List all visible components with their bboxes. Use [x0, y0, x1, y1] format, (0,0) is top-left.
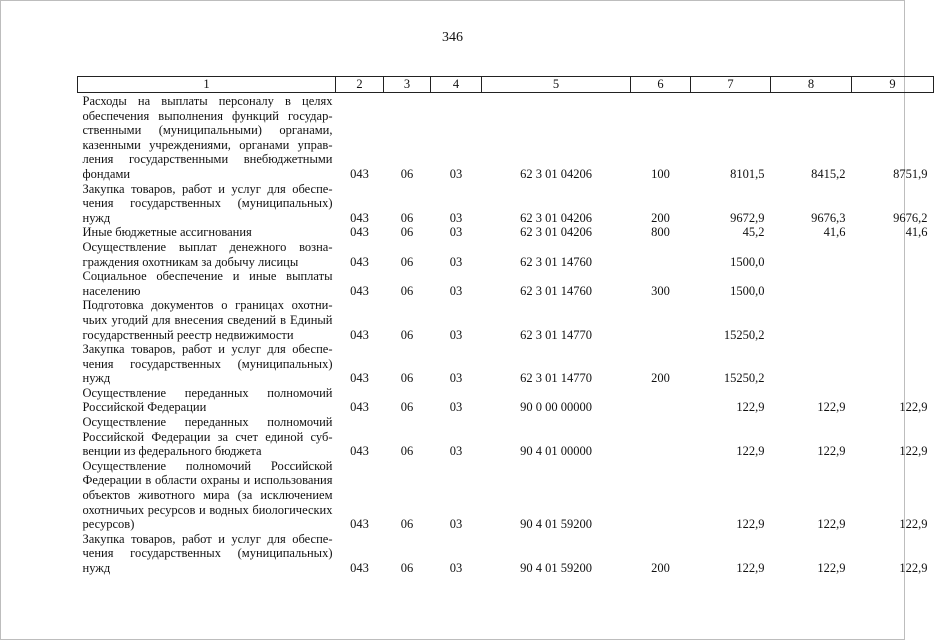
amount-year-1: 122,9	[736, 400, 765, 415]
section-code: 06	[400, 444, 414, 459]
subsection-code: 03	[449, 371, 463, 386]
subsection-code: 03	[449, 225, 463, 240]
column-header: 4	[431, 77, 482, 93]
column-header: 5	[482, 77, 631, 93]
table-row	[78, 225, 934, 240]
target-article-code: 62 3 01 14770	[520, 371, 592, 386]
amount-year-3: 122,9	[899, 517, 928, 532]
target-article-code: 62 3 01 04206	[520, 210, 592, 225]
section-code: 06	[400, 225, 414, 240]
amount-year-2	[771, 269, 852, 298]
amount-year-1: 9672,9	[730, 210, 765, 225]
expense-type-code	[631, 298, 691, 342]
amount-year-1: 15250,2	[723, 327, 765, 342]
target-article-code: 90 4 01 00000	[520, 444, 592, 459]
amount-year-2	[771, 240, 852, 269]
target-article-code: 62 3 01 14760	[520, 283, 592, 298]
expense-type-code	[631, 386, 691, 415]
table-row	[78, 532, 934, 576]
column-header: 3	[384, 77, 431, 93]
row-name: Подготовка документов о границах охотничьих угодий для внесения сведений в Единый государственный реестр недвижимости	[82, 298, 333, 342]
table-row	[78, 459, 934, 532]
amount-year-3: 122,9	[899, 444, 928, 459]
section-code: 06	[400, 166, 414, 181]
amount-year-3: 9676,2	[893, 210, 928, 225]
amount-year-2: 9676,3	[811, 210, 846, 225]
amount-year-3	[852, 342, 934, 386]
ved-code: 043	[350, 327, 369, 342]
subsection-code: 03	[449, 327, 463, 342]
amount-year-2	[771, 298, 852, 342]
subsection-code: 03	[449, 517, 463, 532]
amount-year-3	[852, 298, 934, 342]
ved-code: 043	[350, 517, 369, 532]
amount-year-2: 122,9	[817, 444, 846, 459]
subsection-code: 03	[449, 561, 463, 575]
expense-type-code	[631, 415, 691, 459]
subsection-code: 03	[449, 444, 463, 459]
amount-year-1: 1500,0	[730, 254, 765, 269]
amount-year-2: 8415,2	[811, 166, 846, 181]
ved-code: 043	[350, 210, 369, 225]
expense-type-code	[631, 240, 691, 269]
row-name: Иные бюджетные ассигнования	[82, 225, 252, 240]
amount-year-1: 15250,2	[723, 371, 765, 386]
table-row	[78, 415, 934, 459]
table-row	[78, 182, 934, 226]
row-name: Закупка товаров, работ и услуг для обеспечения государственных (муниципальных) нужд	[82, 181, 333, 225]
column-header: 2	[336, 77, 384, 93]
amount-year-2: 41,6	[823, 225, 846, 240]
column-header: 7	[691, 77, 771, 93]
target-article-code: 62 3 01 14760	[520, 254, 592, 269]
amount-year-2: 122,9	[817, 561, 846, 575]
subsection-code: 03	[449, 210, 463, 225]
subsection-code: 03	[449, 166, 463, 181]
target-article-code: 62 3 01 04206	[520, 166, 592, 181]
target-article-code: 90 4 01 59200	[520, 561, 592, 575]
row-name: Осуществление переданных полномочий Российской Федерации	[82, 385, 333, 415]
section-code: 06	[400, 210, 414, 225]
target-article-code: 62 3 01 04206	[520, 225, 592, 240]
ved-code: 043	[350, 371, 369, 386]
column-header: 8	[771, 77, 852, 93]
ved-code: 043	[350, 400, 369, 415]
target-article-code: 90 0 00 00000	[520, 400, 592, 415]
section-code: 06	[400, 371, 414, 386]
ved-code: 043	[350, 444, 369, 459]
row-name: Закупка товаров, работ и услуг для обеспечения государственных (муниципальных) нужд	[82, 531, 333, 575]
row-name: Расходы на выплаты персоналу в целях обеспечения выполнения функций государственными (муниципальными) органами, казенными учреждениями, органами управления государственными внебюджетными фондами	[82, 94, 333, 181]
expense-type-code: 800	[651, 225, 670, 240]
amount-year-1: 45,2	[742, 225, 765, 240]
expense-type-code: 100	[651, 166, 670, 181]
target-article-code: 90 4 01 59200	[520, 517, 592, 532]
section-code: 06	[400, 254, 414, 269]
subsection-code: 03	[449, 254, 463, 269]
amount-year-1: 1500,0	[730, 283, 765, 298]
column-header: 6	[631, 77, 691, 93]
ved-code: 043	[350, 166, 369, 181]
amount-year-3: 122,9	[899, 400, 928, 415]
amount-year-3: 8751,9	[893, 166, 928, 181]
section-code: 06	[400, 400, 414, 415]
expense-type-code: 200	[651, 371, 670, 386]
expense-type-code: 200	[651, 210, 670, 225]
row-name: Осуществление переданных полномочий Российской Федерации за счет единой субвенции из федерального бюджета	[82, 415, 333, 459]
page-number: 346	[442, 30, 463, 45]
section-code: 06	[400, 283, 414, 298]
expense-type-code	[631, 459, 691, 532]
header-row	[78, 77, 934, 93]
amount-year-2: 122,9	[817, 400, 846, 415]
amount-year-1: 8101,5	[730, 166, 765, 181]
amount-year-1: 122,9	[736, 561, 765, 575]
ved-code: 043	[350, 254, 369, 269]
table-row	[78, 269, 934, 298]
table-row	[78, 93, 934, 182]
section-code: 06	[400, 561, 414, 575]
target-article-code: 62 3 01 14770	[520, 327, 592, 342]
section-code: 06	[400, 327, 414, 342]
ved-code: 043	[350, 561, 369, 575]
section-code: 06	[400, 517, 414, 532]
budget-table	[77, 76, 934, 576]
amount-year-3	[852, 269, 934, 298]
column-header: 9	[852, 77, 934, 93]
row-name: Закупка товаров, работ и услуг для обеспечения государственных (муниципальных) нужд	[82, 342, 333, 386]
table-row	[78, 386, 934, 415]
expense-type-code: 300	[651, 283, 670, 298]
table-row	[78, 298, 934, 342]
row-name: Осуществление выплат денежного вознаграждения охотникам за добычу лисицы	[82, 239, 333, 269]
ved-code: 043	[350, 225, 369, 240]
column-header: 1	[78, 77, 336, 93]
row-name: Социальное обеспечение и иные выплаты населению	[82, 269, 333, 298]
subsection-code: 03	[449, 283, 463, 298]
table-row	[78, 342, 934, 386]
amount-year-2: 122,9	[817, 517, 846, 532]
table-row	[78, 240, 934, 269]
amount-year-3: 122,9	[899, 561, 928, 575]
amount-year-2	[771, 342, 852, 386]
amount-year-3	[852, 240, 934, 269]
subsection-code: 03	[449, 400, 463, 415]
amount-year-3: 41,6	[905, 225, 928, 240]
amount-year-1: 122,9	[736, 517, 765, 532]
ved-code: 043	[350, 283, 369, 298]
amount-year-1: 122,9	[736, 444, 765, 459]
row-name: Осуществление полномочий Российской Федерации в области охраны и использования объектов животного мира (за исключением охотничьих ресурсов и водных биологических ресурсов)	[82, 458, 333, 532]
expense-type-code: 200	[651, 561, 670, 575]
